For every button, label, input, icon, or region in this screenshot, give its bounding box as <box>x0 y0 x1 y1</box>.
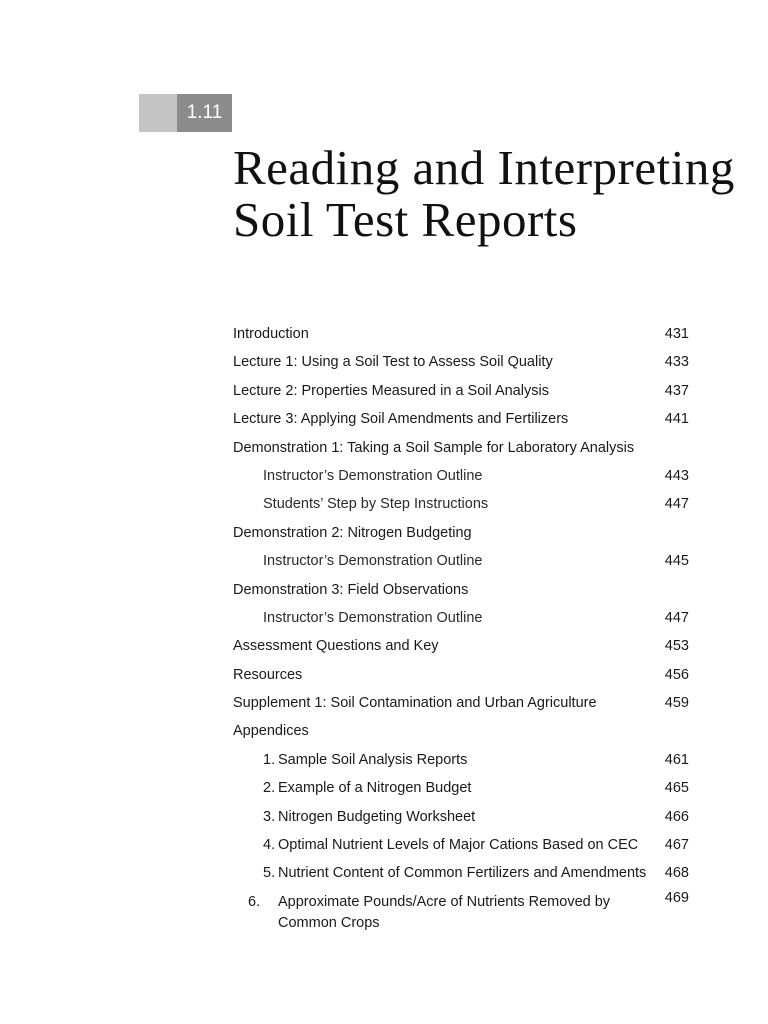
toc-appendix-4 <box>233 831 689 859</box>
toc-entry-label: Supplement 1: Soil Contamination and Urban Agriculture <box>233 695 597 712</box>
toc-subentry-students-instructions <box>233 490 689 518</box>
toc-entry-page: 469 <box>664 889 689 906</box>
toc-appendix-label <box>233 892 689 934</box>
toc-entry-label: Demonstration 3: Field Observations <box>233 581 469 598</box>
toc-entry-label: Appendices <box>233 723 309 740</box>
toc-entry-label: Instructor’s Demonstration Outline <box>263 553 483 570</box>
toc-appendix-label <box>233 837 638 853</box>
section-tab-accent <box>139 94 177 132</box>
toc-entry-page: 468 <box>664 865 689 882</box>
toc-entry-appendices <box>233 717 689 745</box>
toc-appendix-number: 6. <box>248 893 261 910</box>
toc-entry-introduction <box>233 320 689 348</box>
toc-entry-page: 431 <box>664 326 689 342</box>
toc-appendix-1 <box>233 746 689 774</box>
toc-entry-label: Assessment Questions and Key <box>233 638 439 655</box>
toc-appendix-title: Nitrogen Budgeting Worksheet <box>278 808 476 825</box>
section-number: 1.11 <box>177 94 232 132</box>
toc-subentry-instructor-outline-1 <box>233 462 689 490</box>
toc-appendix-number: 1. <box>263 751 276 768</box>
toc-subentry-instructor-outline-3 <box>233 604 689 632</box>
toc-entry-label: Instructor’s Demonstration Outline <box>263 467 483 484</box>
toc-entry-lecture-2 <box>233 377 689 405</box>
toc-appendix-title: Sample Soil Analysis Reports <box>278 751 468 768</box>
section-tab <box>139 94 232 132</box>
toc-entry-page: 443 <box>664 467 689 484</box>
toc-appendix-number: 2. <box>263 780 276 797</box>
toc-entry-label: Demonstration 2: Nitrogen Budgeting <box>233 524 472 541</box>
toc-entry-label: Resources <box>233 666 303 683</box>
toc-appendix-title: Optimal Nutrient Levels of Major Cations Based on CEC <box>278 837 639 854</box>
toc-entry-page: 433 <box>664 354 689 371</box>
toc-entry-page: 447 <box>664 609 689 626</box>
toc-entry-page: 447 <box>664 496 689 513</box>
toc-entry-page: 441 <box>664 411 689 428</box>
toc-entry-page: 453 <box>664 638 689 655</box>
toc-appendix-title: Nutrient Content of Common Fertilizers and Amendments <box>278 865 647 882</box>
toc-entry-demonstration-2 <box>233 519 689 547</box>
toc-appendix-6 <box>233 888 689 934</box>
toc-entry-page: 467 <box>664 837 689 854</box>
toc-entry-page: 461 <box>664 751 689 768</box>
toc-appendix-number: 5. <box>263 865 276 882</box>
toc-entry-label: Lecture 2: Properties Measured in a Soil Analysis <box>233 382 549 399</box>
toc-appendix-number: 4. <box>263 837 276 854</box>
toc-entry-page: 459 <box>664 695 689 712</box>
toc-appendix-5 <box>233 859 689 887</box>
toc-appendix-title: Approximate Pounds/Acre of Nutrients Removed by Common Crops <box>278 893 611 931</box>
toc-entry-assessment <box>233 632 689 660</box>
toc-entry-page: 445 <box>664 553 689 570</box>
toc-appendix-label <box>233 865 646 881</box>
toc-entry-demonstration-1 <box>233 434 689 462</box>
toc-entry-demonstration-3 <box>233 576 689 604</box>
table-of-contents <box>233 320 689 934</box>
toc-appendix-number: 3. <box>263 808 276 825</box>
toc-entry-supplement-1 <box>233 689 689 717</box>
toc-appendix-label <box>233 809 475 825</box>
toc-entry-page: 466 <box>664 808 689 825</box>
toc-entry-page: 437 <box>664 382 689 399</box>
toc-appendix-label <box>233 752 467 768</box>
toc-entry-label: Lecture 3: Applying Soil Amendments and Fertilizers <box>233 411 569 428</box>
page-title: Reading and Interpreting Soil Test Reports <box>233 140 735 247</box>
toc-entry-label: Students’ Step by Step Instructions <box>263 496 489 513</box>
toc-appendix-label <box>233 780 471 796</box>
toc-entry-label: Lecture 1: Using a Soil Test to Assess Soil Quality <box>233 354 553 371</box>
toc-entry-page: 465 <box>664 780 689 797</box>
toc-subentry-instructor-outline-2 <box>233 547 689 575</box>
toc-entry-label: Instructor’s Demonstration Outline <box>263 609 483 626</box>
toc-entry-label: Introduction <box>233 326 309 342</box>
toc-entry-label: Demonstration 1: Taking a Soil Sample for Laboratory Analysis <box>233 439 635 456</box>
toc-appendix-3 <box>233 803 689 831</box>
toc-entry-lecture-1 <box>233 348 689 376</box>
toc-appendix-title: Example of a Nitrogen Budget <box>278 780 472 797</box>
toc-entry-resources <box>233 661 689 689</box>
toc-appendix-2 <box>233 774 689 802</box>
toc-entry-lecture-3 <box>233 405 689 433</box>
toc-entry-page: 456 <box>664 666 689 683</box>
